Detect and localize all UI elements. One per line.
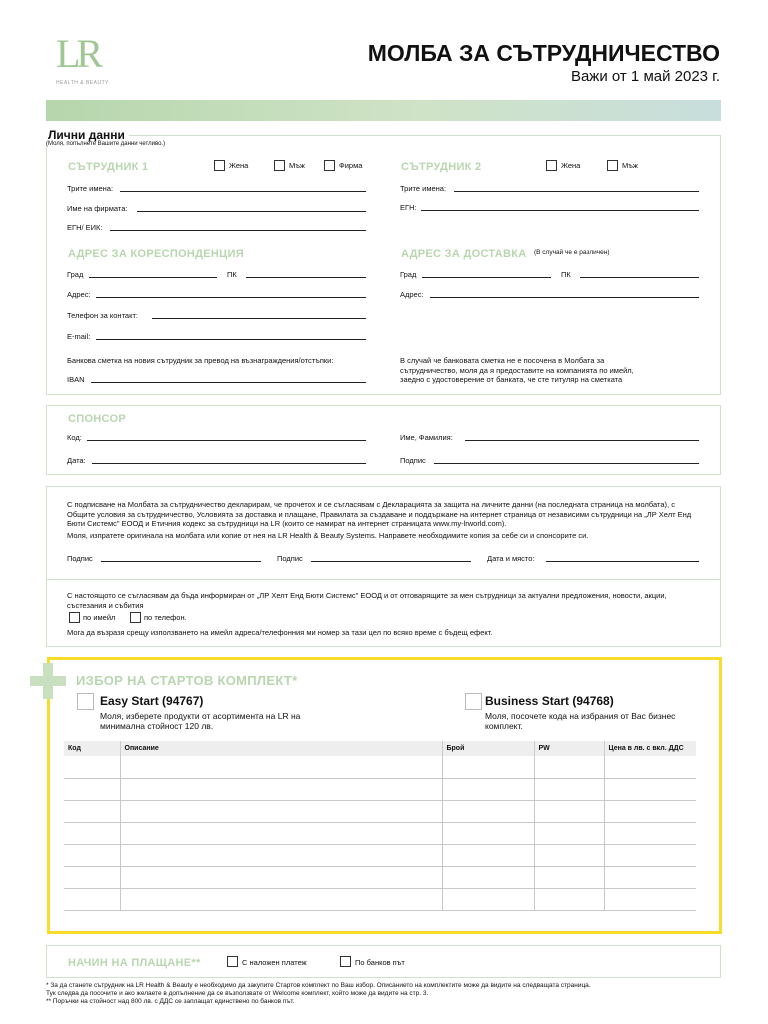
col-price-header: Цена в лв. с вкл. ДДС [604,741,696,756]
table-cell[interactable] [120,800,442,822]
date-place-label: Дата и място: [487,554,535,563]
col-description-header: Описание [120,741,442,756]
corr-city-label: Град [67,270,84,279]
iban-field[interactable] [91,382,366,383]
table-cell[interactable] [120,888,442,910]
sponsor-name-label: Име, Фамилия: [400,433,453,442]
logo-letters: LR [56,31,100,76]
corr-address-field[interactable] [96,297,366,298]
lr-logo [56,31,109,90]
corr-email-field[interactable] [96,339,366,340]
delivery-heading: АДРЕС ЗА ДОСТАВКА [401,248,527,260]
footnote-3: ** Поръчки на стойност над 800 лв. с ДДС се заплащат единствено по банков път. [46,998,295,1005]
table-cell[interactable] [534,888,604,910]
personal-heading: Лични данни [44,128,129,142]
partner2-egn-field[interactable] [421,210,699,211]
items-table [64,741,696,911]
table-cell[interactable] [534,778,604,800]
table-cell[interactable] [534,844,604,866]
plus-icon [30,663,66,699]
deliv-address-field[interactable] [430,297,699,298]
table-cell[interactable] [64,756,120,778]
table-cell[interactable] [534,756,604,778]
sponsor-date-field[interactable] [92,463,366,464]
corr-phone-label: Телефон за контакт: [67,311,138,320]
declaration-divider [47,579,720,580]
partner1-company-name-field[interactable] [137,211,366,212]
delivery-note: (В случай че е различен) [534,249,610,256]
easy-start-title: Easy Start (94767) [100,694,204,708]
sponsor-heading: СПОНСОР [68,413,127,425]
table-cell[interactable] [604,866,696,888]
signature1-label: Подпис [67,554,93,563]
signature1-field[interactable] [101,561,261,562]
table-row [64,756,696,778]
partner1-company-label: Фирма [339,161,363,170]
table-cell[interactable] [64,888,120,910]
payment-bank-checkbox[interactable] [340,956,351,967]
easy-start-desc: Моля, изберете продукти от асортимента на LR на минимална стойност 120 лв. [100,711,301,731]
partner1-fullname-label: Трите имена: [67,184,114,193]
table-cell[interactable] [120,756,442,778]
table-cell[interactable] [442,756,534,778]
table-cell[interactable] [64,844,120,866]
partner2-male-label: Мъж [622,161,638,170]
page-subtitle: Важи от 1 май 2023 г. [570,68,720,85]
partner2-female-label: Жена [561,161,581,170]
partner2-fullname-field[interactable] [454,191,699,192]
consent-phone-label: по телефон. [144,613,187,622]
partner1-female-checkbox[interactable] [214,160,225,171]
table-cell[interactable] [442,866,534,888]
table-cell[interactable] [604,822,696,844]
business-start-title: Business Start (94768) [485,694,614,708]
partner1-fullname-field[interactable] [120,191,366,192]
col-quantity-header: Брой [442,741,534,756]
deliv-zip-label: ПК [561,270,571,279]
bank-account-label: Банкова сметка на новия сътрудник за превод на възнаграждения/отстъпки: [67,356,334,365]
partner1-egn-label: ЕГН/ ЕИК: [67,223,103,232]
partner1-company-name-label: Име на фирмата: [67,204,128,213]
table-cell[interactable] [534,822,604,844]
objection-text: Мога да възразя срещу използването на имейл адреса/телефонния ми номер за тази цел по всяко време с бъдещ ефект. [67,628,493,637]
table-cell[interactable] [442,844,534,866]
table-cell[interactable] [120,866,442,888]
iban-label: IBAN [67,375,85,384]
footnote-2: Тук следва да посочите и ако желаете в допълнение да се възползвате от Welcome комплект, който може да видите на стр. 3. [46,990,429,997]
date-place-field[interactable] [546,561,699,562]
table-cell[interactable] [604,778,696,800]
easy-start-checkbox[interactable] [77,693,94,710]
personal-note: (Моля, попълнете Вашите данни четливо.) [46,141,166,147]
partner2-heading: СЪТРУДНИК 2 [401,161,482,173]
table-cell[interactable] [442,888,534,910]
correspondence-heading: АДРЕС ЗА КОРЕСПОНДЕНЦИЯ [68,248,244,260]
logo-subtext: HEALTH & BEAUTY [56,80,109,86]
items-table-body [64,756,696,910]
payment-cod-checkbox[interactable] [227,956,238,967]
partner2-male-checkbox[interactable] [607,160,618,171]
consent-phone-checkbox[interactable] [130,612,141,623]
sponsor-name-field[interactable] [465,440,699,441]
partner1-egn-field[interactable] [110,230,366,231]
table-cell[interactable] [604,800,696,822]
consent-email-checkbox[interactable] [69,612,80,623]
table-cell[interactable] [534,800,604,822]
table-cell[interactable] [120,778,442,800]
corr-phone-field[interactable] [152,318,366,319]
signature2-field[interactable] [311,561,471,562]
declaration-text: С подписване на Молбата за сътрудничество декларирам, че прочетох и се съгласявам с Декларацията за защита на личните данни (на последната страница на молбата), с Общите условия за сътрудничество, Условията за доставка и плащане, Правилата за създаване и поддържане на интернет страница от независими сътрудници на „ЛР Хелт Енд Бюти Системс" ЕООД и Етичния кодекс за сътрудници на LR (които се намират на интернет страницата www.my-lrworld.com). [67,500,692,528]
sponsor-signature-label: Подпис [400,456,426,465]
consent-email-label: по имейл [83,613,116,622]
send-original-text: Моля, изпратете оригинала на молбата или копие от нея на LR Health & Beauty Systems. Направете необходимите копия за себе си и спонсорите си. [67,531,589,540]
footnote-1: * За да станете сътрудник на LR Health & Beauty е необходимо да закупите Стартов комплект по Ваш избор. Описанието на комплектите може да видите на следващата страница. [46,982,591,989]
partner1-male-label: Мъж [289,161,305,170]
table-cell[interactable] [120,844,442,866]
table-row [64,800,696,822]
table-cell[interactable] [442,778,534,800]
table-row [64,866,696,888]
deliv-city-field[interactable] [422,277,551,278]
starter-kit-heading: ИЗБОР НА СТАРТОВ КОМПЛЕКТ* [76,673,298,688]
table-cell[interactable] [604,888,696,910]
partner1-female-label: Жена [229,161,249,170]
corr-address-label: Адрес: [67,290,91,299]
table-cell[interactable] [64,778,120,800]
partner1-heading: СЪТРУДНИК 1 [68,161,149,173]
partner2-female-checkbox[interactable] [546,160,557,171]
bank-note: В случай че банковата сметка не е посочена в Молбата за сътрудничество, моля да я предоставите на компанията по имейл, заедно с удостоверение от банката, че сте титуляр на сметката [400,356,634,384]
business-start-checkbox[interactable] [465,693,482,710]
table-cell[interactable] [604,756,696,778]
table-row [64,778,696,800]
corr-email-label: E-mail: [67,332,91,341]
table-cell[interactable] [64,800,120,822]
col-code-header: Код [64,741,120,756]
corr-zip-label: ПК [227,270,237,279]
sponsor-date-label: Дата: [67,456,86,465]
partner2-egn-label: ЕГН: [400,203,417,212]
table-cell[interactable] [64,822,120,844]
col-pw-header: PW [534,741,604,756]
table-cell[interactable] [442,800,534,822]
business-start-desc: Моля, посочете кода на избрания от Вас бизнес комплект. [485,711,676,731]
sponsor-code-label: Код: [67,433,82,442]
corr-zip-field[interactable] [246,277,366,278]
consent-text: С настоящото се съгласявам да бъда информиран от „ЛР Хелт Енд Бюти Системс" ЕООД и от отговарящите за мен сътрудници за актуални предложения, новости, акции, състезания и събития [67,591,667,610]
partner1-male-checkbox[interactable] [274,160,285,171]
sponsor-signature-field[interactable] [434,463,699,464]
table-header-row [64,741,696,756]
deliv-address-label: Адрес: [400,290,424,299]
payment-heading: НАЧИН НА ПЛАЩАНЕ** [68,957,201,969]
table-cell[interactable] [604,844,696,866]
signature2-label: Подпис [277,554,303,563]
table-cell[interactable] [442,822,534,844]
deliv-zip-field[interactable] [580,277,699,278]
partner2-fullname-label: Трите имена: [400,184,447,193]
table-row [64,888,696,910]
table-cell[interactable] [120,822,442,844]
payment-bank-label: По банков път [355,958,405,967]
table-row [64,844,696,866]
table-cell[interactable] [534,866,604,888]
partner1-company-checkbox[interactable] [324,160,335,171]
corr-city-field[interactable] [89,277,217,278]
deliv-city-label: Град [400,270,417,279]
header-gradient-bar [46,100,721,121]
table-row [64,822,696,844]
payment-cod-label: С наложен платеж [242,958,307,967]
page-title: МОЛБА ЗА СЪТРУДНИЧЕСТВО [367,40,720,66]
sponsor-code-field[interactable] [87,440,366,441]
table-cell[interactable] [64,866,120,888]
